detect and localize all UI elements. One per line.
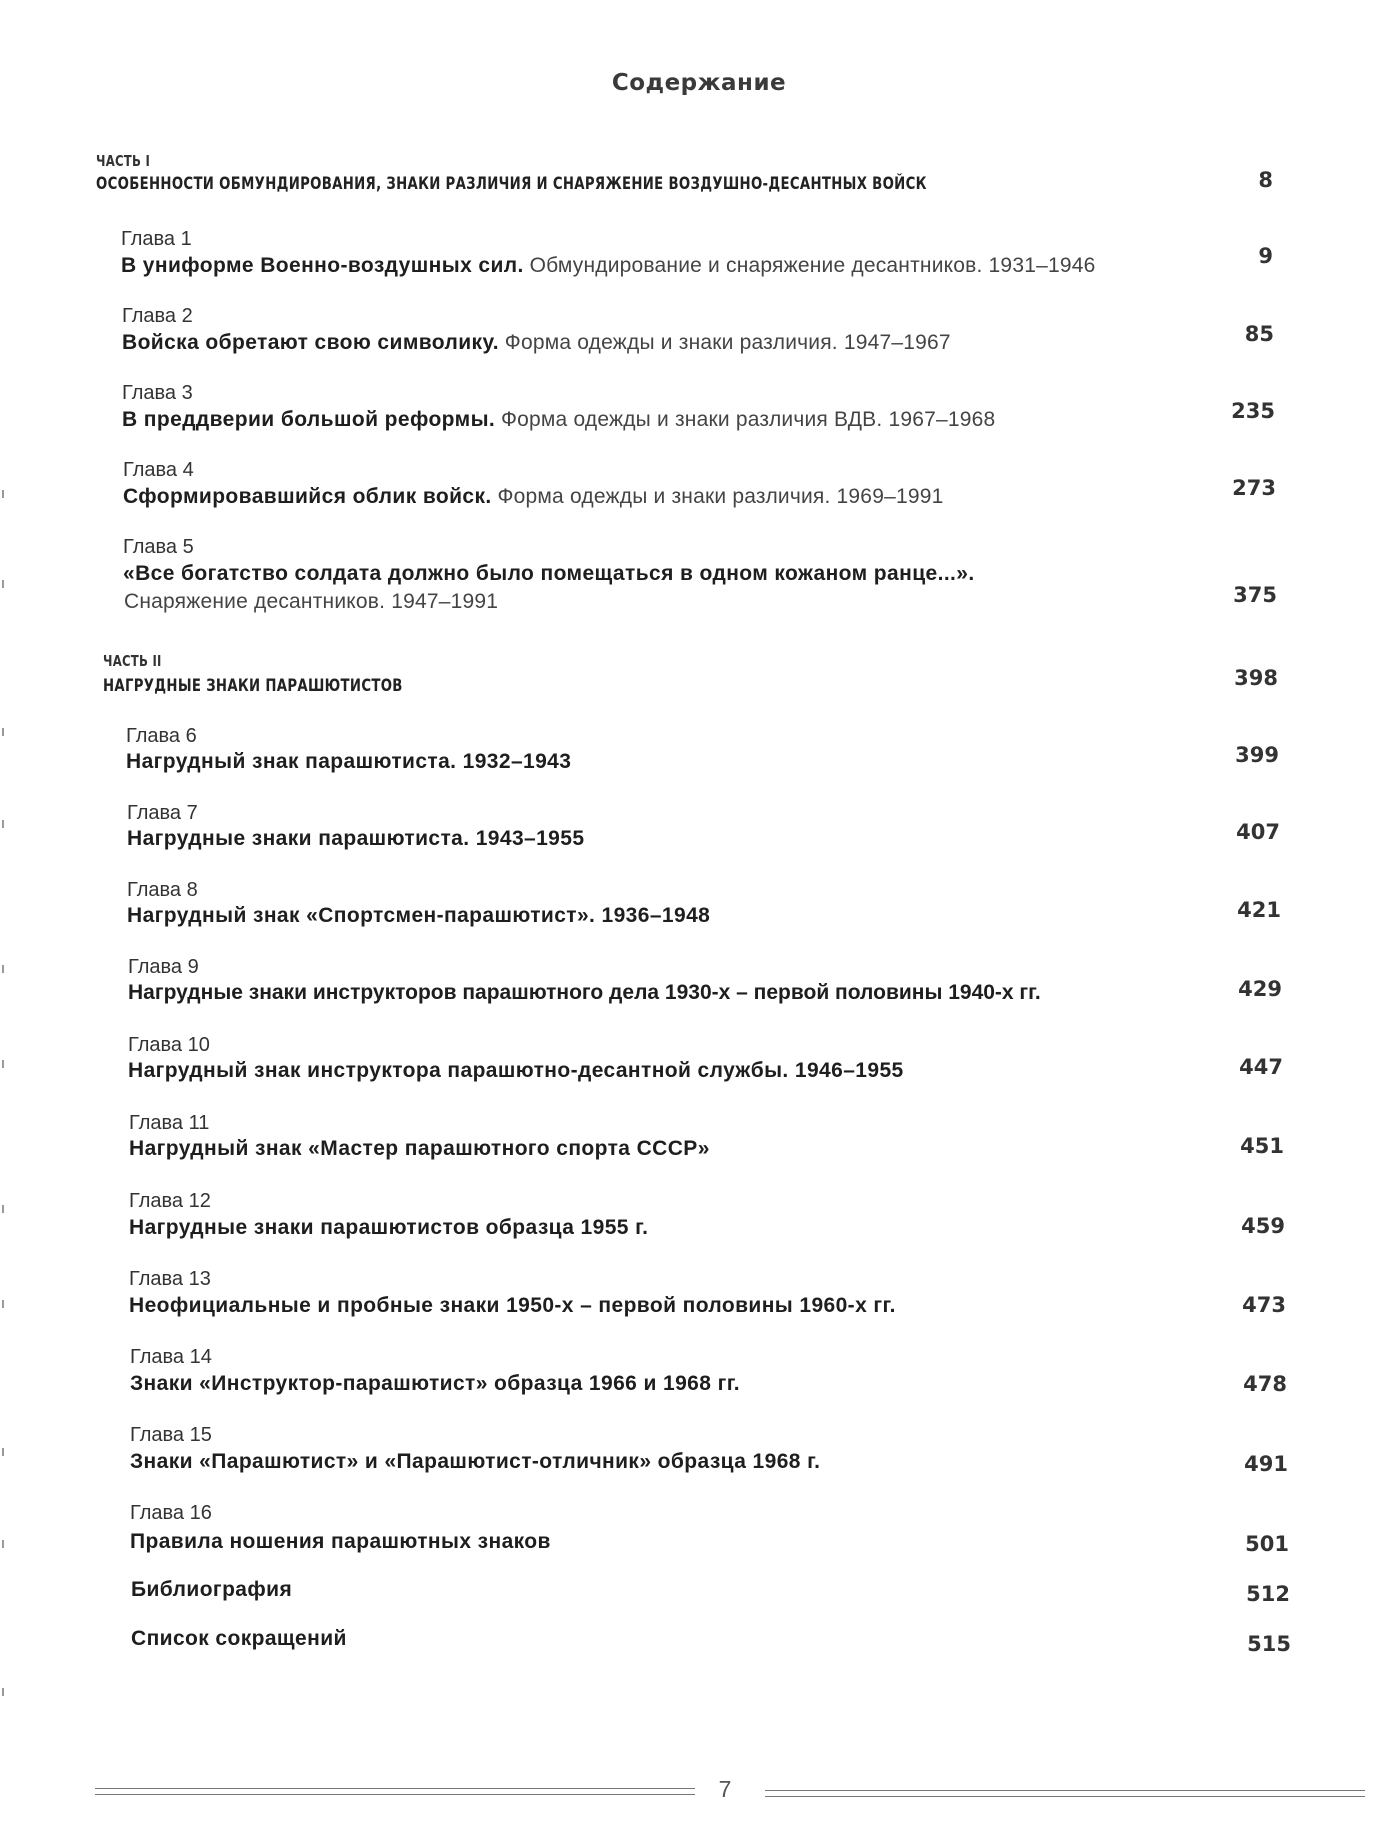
- chapter-1-bold: В униформе Военно-воздушных сил.: [121, 254, 524, 277]
- chapter-1-title: [121, 254, 1095, 278]
- chapter-4-page: 273: [1232, 476, 1276, 500]
- chapter-13-label: Глава 13: [129, 1268, 211, 1290]
- scan-mark: [2, 965, 4, 973]
- chapter-10-title: Нагрудный знак инструктора парашютно-десантной службы. 1946–1955: [128, 1059, 904, 1082]
- chapter-4-label: Глава 4: [123, 459, 194, 481]
- chapter-11-page: 451: [1240, 1134, 1284, 1158]
- chapter-16-title: Правила ношения парашютных знаков: [130, 1530, 551, 1553]
- chapter-1-label: Глава 1: [121, 228, 192, 250]
- chapter-7-title: Нагрудные знаки парашютиста. 1943–1955: [127, 827, 585, 850]
- chapter-5-bold: «Все богатство солдата должно было помещаться в одном кожаном ранце...».: [123, 562, 975, 585]
- scan-mark: [2, 1448, 4, 1456]
- scan-mark: [2, 1688, 4, 1696]
- chapter-5-page: 375: [1233, 583, 1277, 607]
- chapter-8-label: Глава 8: [127, 879, 198, 901]
- chapter-5-subtitle: Снаряжение десантников. 1947–1991: [124, 590, 499, 613]
- scan-mark: [2, 1060, 4, 1068]
- chapter-9-title: Нагрудные знаки инструкторов парашютного дела 1930-х – первой половины 1940-х гг.: [128, 981, 1041, 1004]
- part-1-title: ОСОБЕННОСТИ ОБМУНДИРОВАНИЯ, ЗНАКИ РАЗЛИЧИЯ И СНАРЯЖЕНИЕ ВОЗДУШНО-ДЕСАНТНЫХ ВОЙСК: [96, 174, 927, 194]
- chapter-2-label: Глава 2: [122, 305, 193, 327]
- chapter-15-page: 491: [1244, 1452, 1288, 1476]
- chapter-11-label: Глава 11: [129, 1112, 210, 1134]
- chapter-13-page: 473: [1242, 1293, 1286, 1317]
- chapter-2-subtitle: Форма одежды и знаки различия. 1947–1967: [504, 331, 951, 354]
- chapter-2-bold: Войска обретают свою символику.: [122, 331, 499, 354]
- chapter-9-label: Глава 9: [128, 956, 199, 978]
- part-1-page: 8: [1258, 168, 1273, 192]
- abbreviations-title: Список сокращений: [131, 1627, 347, 1650]
- chapter-13-title: Неофициальные и пробные знаки 1950-х – первой половины 1960-х гг.: [129, 1294, 896, 1317]
- chapter-3-title: [122, 408, 995, 432]
- chapter-9-page: 429: [1238, 977, 1282, 1001]
- scan-mark: [2, 1205, 4, 1213]
- scan-mark: [2, 1540, 4, 1548]
- chapter-3-label: Глава 3: [122, 382, 193, 404]
- chapter-1-page: 9: [1258, 244, 1273, 268]
- chapter-2-page: 85: [1244, 322, 1274, 346]
- chapter-2-title: [122, 331, 951, 355]
- abbreviations-page: 515: [1247, 1632, 1291, 1656]
- scan-mark: [2, 820, 4, 828]
- footer-rule-left: [95, 1788, 695, 1795]
- scan-mark: [2, 728, 4, 736]
- part-2-label: ЧАСТЬ II: [103, 652, 162, 670]
- chapter-14-label: Глава 14: [130, 1346, 212, 1368]
- page-title: Содержание: [611, 70, 787, 96]
- scan-mark: [2, 490, 4, 498]
- footer-page-number: 7: [718, 1776, 732, 1802]
- chapter-6-label: Глава 6: [126, 725, 197, 747]
- chapter-4-subtitle: Форма одежды и знаки различия. 1969–1991: [497, 485, 944, 508]
- chapter-5-label: Глава 5: [123, 536, 194, 558]
- chapter-8-title: Нагрудный знак «Спортсмен-парашютист». 1936–1948: [127, 904, 711, 927]
- chapter-4-title: [123, 485, 943, 509]
- chapter-15-title: Знаки «Парашютист» и «Парашютист-отличник» образца 1968 г.: [130, 1450, 821, 1473]
- chapter-12-title: Нагрудные знаки парашютистов образца 1955 г.: [129, 1216, 649, 1239]
- chapter-14-title: Знаки «Инструктор-парашютист» образца 1966 и 1968 гг.: [130, 1372, 740, 1395]
- chapter-4-bold: Сформировавшийся облик войск.: [123, 485, 492, 508]
- chapter-16-label: Глава 16: [130, 1502, 212, 1524]
- part-1-label: ЧАСТЬ I: [96, 152, 151, 170]
- bibliography-page: 512: [1246, 1582, 1290, 1606]
- chapter-6-page: 399: [1235, 743, 1279, 767]
- scan-mark: [2, 580, 4, 588]
- chapter-12-label: Глава 12: [129, 1190, 211, 1212]
- chapter-12-page: 459: [1241, 1214, 1285, 1238]
- chapter-8-page: 421: [1237, 898, 1281, 922]
- chapter-3-page: 235: [1231, 399, 1275, 423]
- bibliography-title: Библиография: [131, 1578, 293, 1601]
- footer-rule-right: [765, 1790, 1365, 1797]
- chapter-15-label: Глава 15: [130, 1424, 212, 1446]
- part-2-title: НАГРУДНЫЕ ЗНАКИ ПАРАШЮТИСТОВ: [103, 676, 403, 696]
- chapter-7-label: Глава 7: [127, 802, 198, 824]
- chapter-14-page: 478: [1243, 1372, 1287, 1396]
- scan-mark: [2, 1300, 4, 1308]
- chapter-1-subtitle: Обмундирование и снаряжение десантников. 1931–1946: [529, 254, 1096, 277]
- chapter-10-page: 447: [1239, 1055, 1283, 1079]
- chapter-10-label: Глава 10: [128, 1034, 210, 1056]
- chapter-11-title: Нагрудный знак «Мастер парашютного спорта СССР»: [129, 1137, 710, 1160]
- chapter-7-page: 407: [1236, 820, 1280, 844]
- chapter-16-page: 501: [1245, 1532, 1289, 1556]
- chapter-6-title: Нагрудный знак парашютиста. 1932–1943: [126, 750, 572, 773]
- chapter-3-subtitle: Форма одежды и знаки различия ВДВ. 1967–1968: [500, 408, 996, 431]
- chapter-3-bold: В преддверии большой реформы.: [122, 408, 496, 431]
- part-2-page: 398: [1234, 666, 1278, 690]
